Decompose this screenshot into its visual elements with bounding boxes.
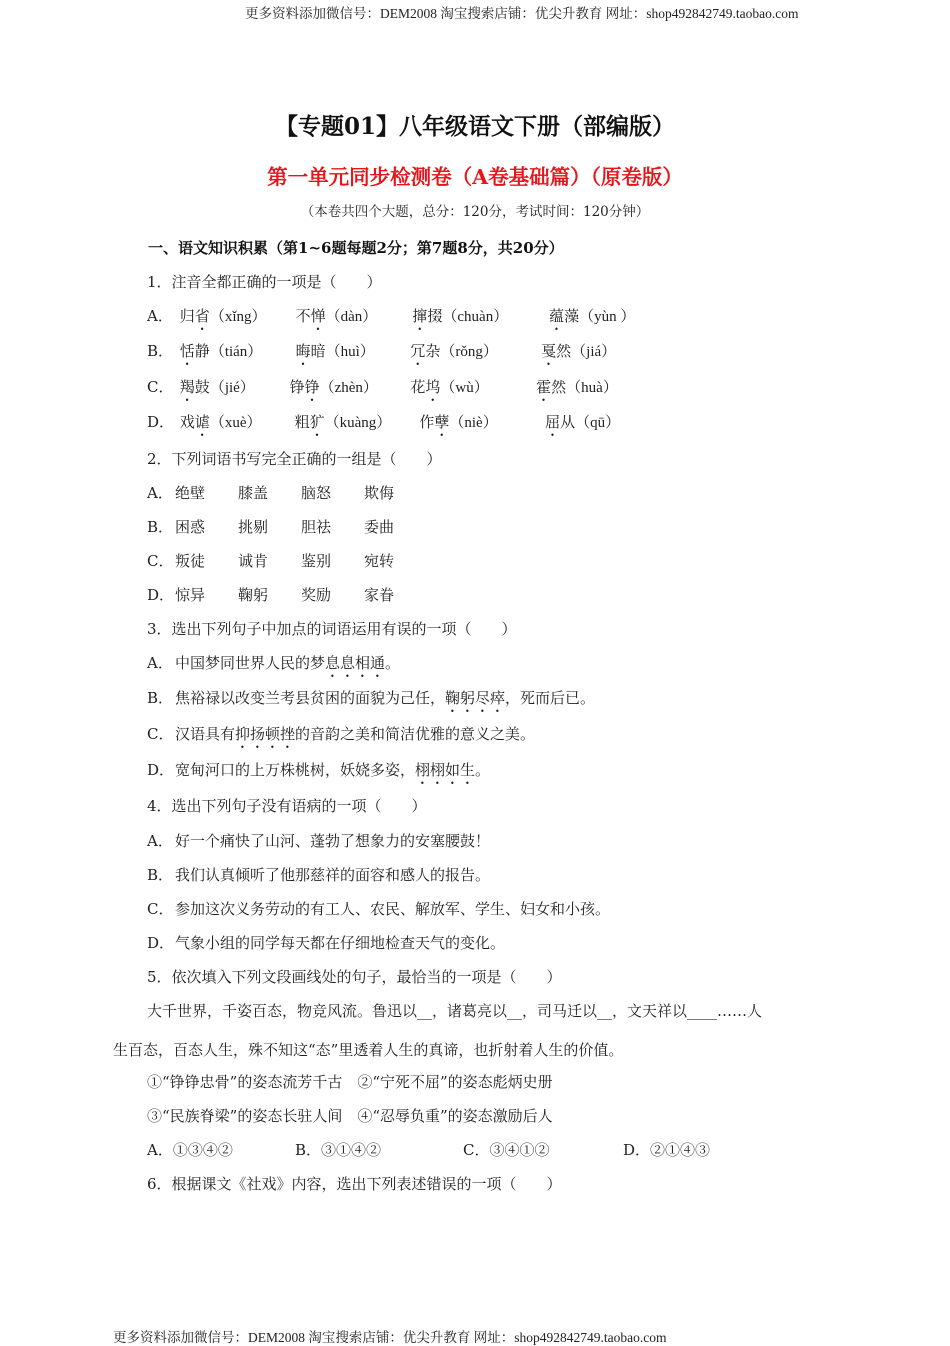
option-letter: C．: [147, 725, 174, 743]
char: 然: [556, 342, 572, 360]
q1-b-item-4: [541, 340, 616, 369]
q1-a-item-3: [412, 305, 544, 334]
pinyin: （yùn ）: [579, 309, 636, 325]
q4-option-b: [147, 864, 490, 885]
char: 作: [419, 413, 435, 431]
question-1-stem: 1．注音全都正确的一项是（ ）: [147, 273, 382, 291]
dotted-char: 孽: [434, 413, 450, 431]
q1-d-item-4: [545, 411, 620, 440]
option-letter: C．: [147, 378, 174, 396]
sentence-text: 焦裕禄以改变兰考县贫困的面貌为己任，: [175, 689, 446, 707]
pinyin: （qū）: [575, 415, 621, 431]
q2-option-c: [147, 550, 394, 571]
option-letter: A．: [147, 307, 173, 325]
q5-choices-line-1: ①“铮铮忠骨”的姿态流芳千古 ②“宁死不屈”的姿态彪炳史册: [147, 1073, 553, 1091]
word: 惊异: [175, 586, 206, 604]
dotted-char: 犷: [309, 413, 325, 431]
q1-d-item-3: [419, 411, 540, 440]
char: 花: [410, 378, 426, 396]
q1-option-d: [147, 411, 620, 440]
q1-b-item-3: [410, 340, 536, 369]
pinyin: （zhèn）: [319, 380, 378, 396]
char: 藻: [564, 307, 580, 325]
sentence-text: ，死而后已。: [505, 689, 596, 707]
option-text: 我们认真倾听了他那慈祥的面容和感人的报告。: [175, 866, 491, 884]
dotted-char: 霍: [536, 378, 552, 396]
dotted-char: 省: [194, 307, 210, 325]
q2-option-b: [147, 516, 394, 537]
q1-a-item-1: [180, 305, 291, 334]
q5-option-d: [623, 1139, 710, 1160]
q3-option-b: [147, 687, 595, 716]
page-title: 【专题01】八年级语文下册（部编版）: [274, 113, 675, 140]
option-letter: B．: [295, 1141, 322, 1159]
char: 不: [295, 307, 311, 325]
q1-option-b: [147, 340, 616, 369]
dotted-char: 坞: [425, 378, 441, 396]
pinyin: （huì）: [325, 344, 375, 360]
char: 然: [551, 378, 567, 396]
word: 膝盖: [238, 484, 269, 502]
option-letter: A．: [147, 1141, 173, 1159]
option-text: ①③④②: [172, 1141, 233, 1159]
question-4-stem: 4．选出下列句子没有语病的一项（ ）: [147, 797, 427, 815]
q1-b-item-1: [180, 340, 291, 369]
char: 鼓: [194, 378, 210, 396]
word: 欺侮: [364, 484, 395, 502]
char: 静: [194, 342, 210, 360]
sentence-text: 汉语具有: [175, 725, 236, 743]
word: 鞠躬: [238, 586, 269, 604]
q4-option-c: [147, 898, 610, 919]
pinyin: （xǐng）: [209, 309, 267, 325]
char: 粗: [294, 413, 310, 431]
dotted-char: 恬: [179, 342, 195, 360]
q5-passage-line-1: 大千世界，千姿百态，物竞风流。鲁迅以__，诸葛亮以__，司马迁以__，文天祥以____……人: [147, 1002, 763, 1020]
sentence-text: 。: [475, 761, 491, 779]
option-letter: A．: [147, 654, 173, 672]
section-heading: 一、语文知识积累（第1~6题每题2分；第7题8分，共20分）: [148, 239, 564, 257]
question-3-stem: 3．选出下列句子中加点的词语运用有误的一项（ ）: [147, 620, 517, 638]
dotted-phrase: 鞠躬尽瘁: [445, 689, 506, 707]
q1-a-item-4: [549, 305, 635, 334]
q5-options: [147, 1139, 710, 1160]
q5-option-c: [463, 1139, 623, 1160]
q1-d-item-2: [295, 411, 415, 440]
option-text: ③①④②: [321, 1141, 382, 1159]
word: 叛徒: [175, 552, 206, 570]
option-letter: D．: [147, 934, 175, 952]
dotted-char: 谑: [194, 413, 210, 431]
q1-option-c: [147, 376, 618, 405]
option-letter: A．: [147, 832, 173, 850]
option-letter: D．: [147, 586, 175, 604]
dotted-char: 屈: [545, 413, 561, 431]
pinyin: （rǒng）: [440, 344, 498, 360]
word: 家眷: [364, 586, 395, 604]
char: 归: [179, 307, 195, 325]
pinyin: （jié）: [209, 380, 255, 396]
dotted-phrase: 栩栩如生: [415, 761, 476, 779]
option-text: ③④①②: [489, 1141, 550, 1159]
q5-option-b: [295, 1139, 463, 1160]
q1-b-item-2: [296, 340, 406, 369]
char: 从: [560, 413, 576, 431]
sentence-text: 。: [385, 654, 401, 672]
pinyin: （kuàng）: [324, 415, 392, 431]
dotted-char: 撺: [412, 307, 428, 325]
q3-option-d: [147, 759, 490, 788]
question-6-stem: 6．根据课文《社戏》内容，选出下列表述错误的一项（ ）: [147, 1175, 562, 1193]
char: 戏: [179, 413, 195, 431]
char: 杂: [425, 342, 441, 360]
word: 委曲: [364, 518, 395, 536]
pinyin: （huà）: [566, 380, 618, 396]
q1-c-item-4: [536, 376, 618, 405]
word: 鉴别: [301, 552, 332, 570]
sentence-text: 的音韵之美和简洁优雅的意义之美。: [295, 725, 536, 743]
word: 奖励: [301, 586, 332, 604]
pinyin: （wù）: [440, 380, 489, 396]
word: 脑怒: [301, 484, 332, 502]
exam-note: （本卷共四个大题，总分：120分，考试时间：120分钟）: [300, 204, 650, 220]
header-banner: 更多资料添加微信号：DEM2008 淘宝搜索店铺：优尖升教育 网址：shop492842749.taobao.com: [245, 6, 799, 21]
q5-option-a: [147, 1139, 295, 1160]
option-letter: B．: [147, 866, 174, 884]
dotted-char: 羯: [179, 378, 195, 396]
option-letter: C．: [147, 900, 174, 918]
q1-c-item-3: [410, 376, 531, 405]
word: 诚肯: [238, 552, 269, 570]
word: 绝壁: [175, 484, 206, 502]
word: 挑剔: [238, 518, 269, 536]
word: 胆祛: [301, 518, 332, 536]
footer-banner: 更多资料添加微信号：DEM2008 淘宝搜索店铺：优尖升教育 网址：shop492842749.taobao.com: [113, 1330, 667, 1345]
pinyin: （dàn）: [325, 309, 378, 325]
option-letter: B．: [147, 689, 174, 707]
option-letter: D．: [623, 1141, 651, 1159]
sentence-text: 宽甸河口的上万株桃树，妖娆多姿，: [175, 761, 416, 779]
dotted-char: 晦: [295, 342, 311, 360]
q1-a-item-2: [296, 305, 408, 334]
word: 困惑: [175, 518, 206, 536]
word: 宛转: [364, 552, 395, 570]
option-letter: C．: [147, 552, 174, 570]
q2-option-a: [147, 482, 394, 503]
q1-d-item-1: [180, 411, 290, 440]
dotted-char: 戛: [541, 342, 557, 360]
q1-c-item-1: [180, 376, 285, 405]
page-subtitle: 第一单元同步检测卷（A卷基础篇）（原卷版）: [267, 165, 683, 189]
pinyin: （niè）: [449, 415, 498, 431]
q4-option-d: [147, 932, 505, 953]
option-letter: B．: [147, 518, 174, 536]
option-letter: D．: [147, 413, 175, 431]
q3-option-c: [147, 723, 535, 752]
q5-choices-line-2: ③“民族脊梁”的姿态长驻人间 ④“忍辱负重”的姿态激励后人: [147, 1107, 553, 1125]
sentence-text: 中国梦同世界人民的梦: [175, 654, 326, 672]
q5-passage-line-2: 生百态，百态人生，殊不知这“态”里透着人生的真谛，也折射着人生的价值。: [113, 1041, 624, 1059]
dotted-char: 惮: [310, 307, 326, 325]
option-letter: A．: [147, 484, 173, 502]
dotted-char: 冗: [410, 342, 426, 360]
dotted-phrase: 息息相通: [325, 654, 386, 672]
q3-option-a: [147, 652, 400, 681]
q1-option-a: [147, 305, 635, 334]
pinyin: （chuàn）: [442, 309, 509, 325]
dotted-phrase: 抑扬顿挫: [235, 725, 296, 743]
pinyin: （xuè）: [209, 415, 262, 431]
question-5-stem: 5．依次填入下列文段画线处的句子，最恰当的一项是（ ）: [147, 968, 562, 986]
question-2-stem: 2．下列词语书写完全正确的一组是（ ）: [147, 450, 442, 468]
option-text: 气象小组的同学每天都在仔细地检查天气的变化。: [175, 934, 506, 952]
option-text: ②①④③: [650, 1141, 711, 1159]
dotted-char: 蕴: [549, 307, 565, 325]
q4-option-a: [147, 830, 490, 851]
pinyin: （jiá）: [571, 344, 617, 360]
pinyin: （tián）: [209, 344, 263, 360]
char: 铮: [289, 378, 305, 396]
option-text: 参加这次义务劳动的有工人、农民、解放军、学生、妇女和小孩。: [175, 900, 611, 918]
option-letter: B．: [147, 342, 174, 360]
char: 暗: [310, 342, 326, 360]
option-letter: D．: [147, 761, 175, 779]
option-letter: C．: [463, 1141, 490, 1159]
q2-option-d: [147, 584, 394, 605]
char: 掇: [427, 307, 443, 325]
dotted-char: 铮: [304, 378, 320, 396]
option-text: 好一个痛快了山河、蓬勃了想象力的安塞腰鼓！: [175, 832, 491, 850]
q1-c-item-2: [290, 376, 406, 405]
